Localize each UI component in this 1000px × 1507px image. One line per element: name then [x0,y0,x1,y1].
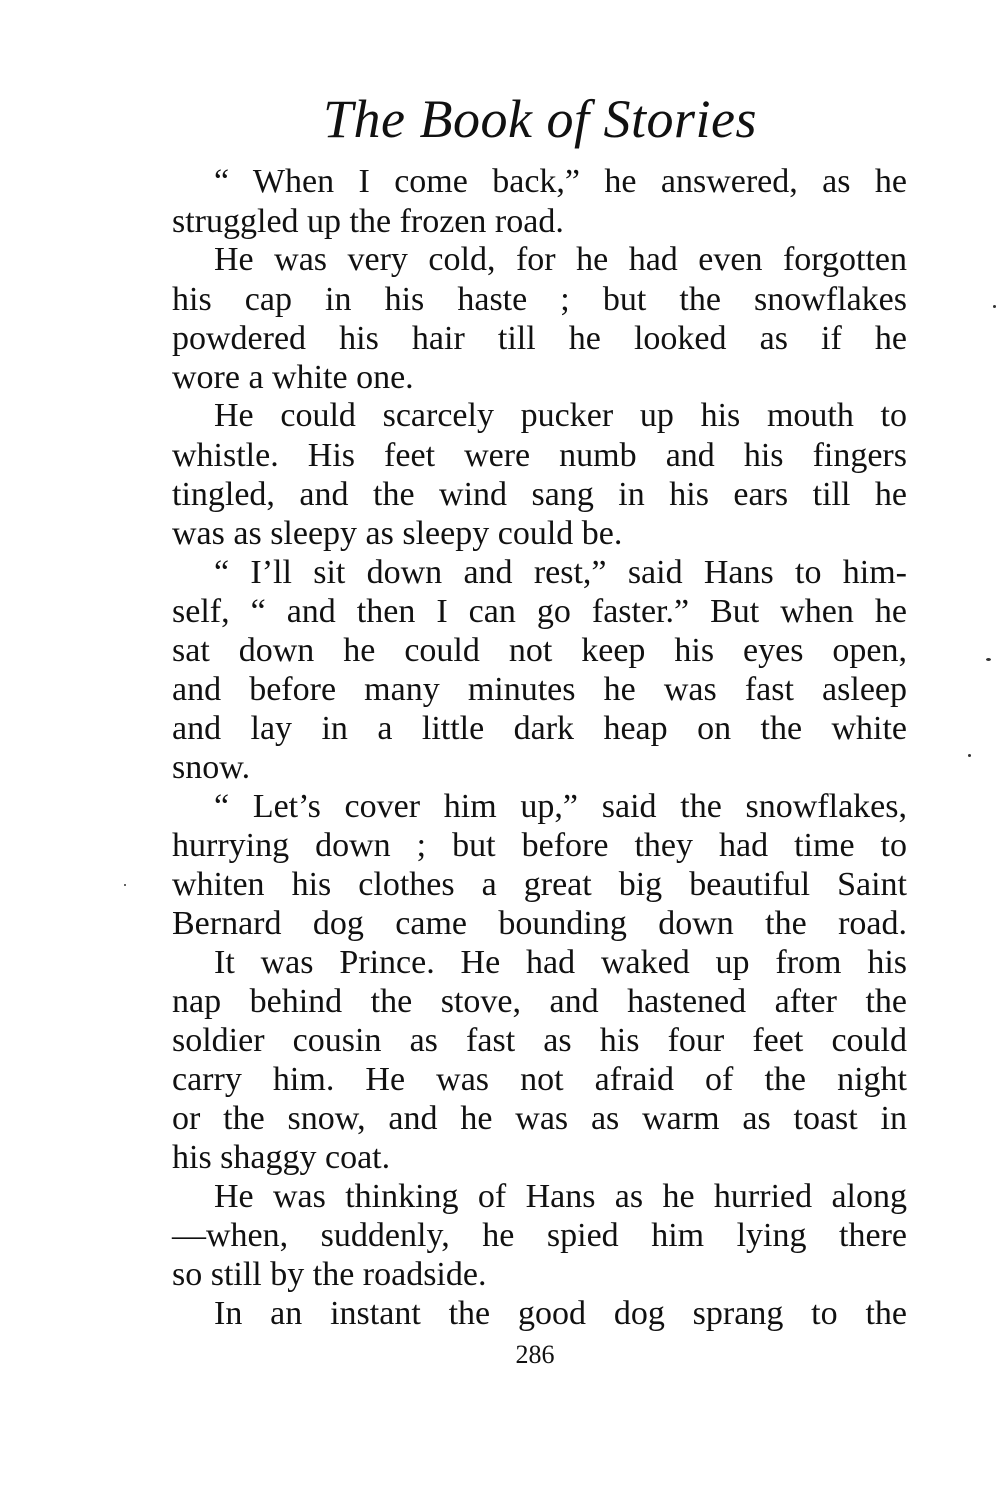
text-line: “ I’ll sit down and rest,” said Hans to him- [214,554,907,591]
text-line: nap behind the stove, and hastened after the [172,983,907,1020]
page-number: 286 [515,1340,555,1369]
text-line: Bernard dog came bounding down the road. [172,905,907,942]
text-line: whiten his clothes a great big beautiful Saint [172,866,907,903]
text-line: and lay in a little dark heap on the white [172,710,907,747]
text-line: was as sleepy as sleepy could be. [172,515,623,552]
text-line: soldier cousin as fast as his four feet could [172,1022,907,1059]
scan-speck [986,658,991,661]
text-line: He could scarcely pucker up his mouth to [214,397,907,434]
text-line: He was thinking of Hans as he hurried along [214,1178,907,1215]
text-line: In an instant the good dog sprang to the [214,1295,907,1332]
text-line: snow. [172,749,251,786]
text-line: struggled up the frozen road. [172,203,564,240]
text-line: hurrying down ; but before they had time to [172,827,907,864]
scan-speck [993,305,996,308]
text-line: tingled, and the wind sang in his ears till he [172,476,907,513]
scan-speck [124,884,126,886]
text-line: It was Prince. He had waked up from his [214,944,907,981]
text-line: whistle. His feet were numb and his fingers [172,437,907,474]
text-line: self, “ and then I can go faster.” But when he [172,593,907,630]
text-line: “ Let’s cover him up,” said the snowflakes, [214,788,907,825]
text-line: —when, suddenly, he spied him lying there [172,1217,907,1254]
scan-speck [968,754,971,757]
text-line: powdered his hair till he looked as if he [172,320,907,357]
text-line: his cap in his haste ; but the snowflakes [172,281,907,318]
text-line: so still by the roadside. [172,1256,487,1293]
text-line: carry him. He was not afraid of the night [172,1061,907,1098]
text-line: wore a white one. [172,359,414,396]
text-line: “ When I come back,” he answered, as he [214,163,907,200]
text-line: He was very cold, for he had even forgotten [214,241,907,278]
text-line: or the snow, and he was as warm as toast in [172,1100,907,1137]
running-head: The Book of Stories [323,89,757,149]
text-line: his shaggy coat. [172,1139,391,1176]
text-line: sat down he could not keep his eyes open, [172,632,907,669]
text-line: and before many minutes he was fast asleep [172,671,907,708]
